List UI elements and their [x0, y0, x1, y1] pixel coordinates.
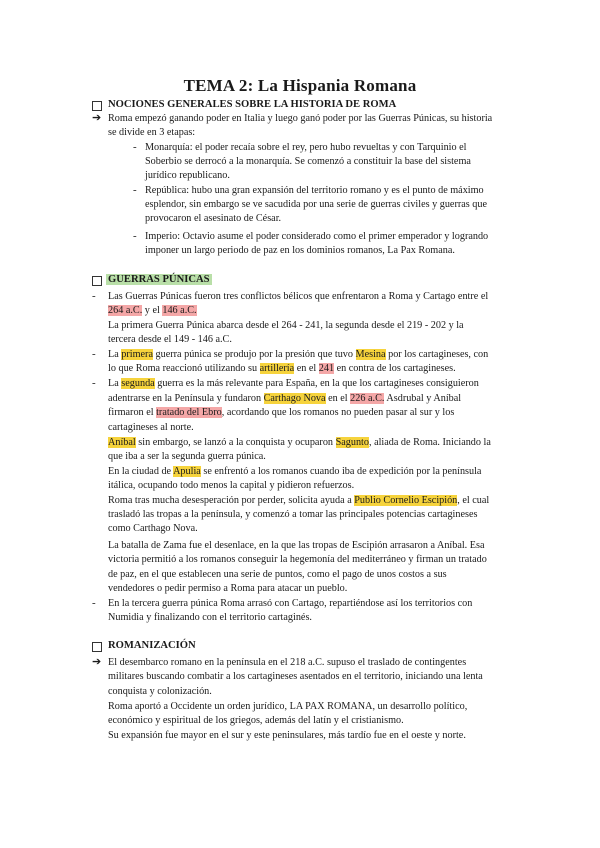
- text-line: Roma aportó a Occidente un orden jurídico, LA PAX ROMANA, un desarrollo político,: [108, 701, 468, 712]
- text-line: La primera Guerra Púnica abarca desde el 264 - 241, la segunda desde el 219 - 202 y la: [108, 320, 464, 331]
- text-line: lo que Roma reaccionó utilizando su artillería en el 241 en contra de los cartagineses.: [108, 363, 456, 374]
- text-line: económico y espiritual de los griegos, además del latín y el cristianismo.: [108, 715, 404, 726]
- text-line: Numidia y finalizando con el territorio cartaginés.: [108, 612, 312, 623]
- text-line: Roma tras mucha desesperación por perder, solicita ayuda a Publio Cornelio Escipión, el cual: [108, 495, 490, 506]
- text-line: firmaron el tratado del Ebro, acordando que los romanos no pueden pasar al sur y los: [108, 407, 455, 418]
- date-highlight: 226 a.C.: [350, 393, 385, 404]
- section-heading-nociones: NOCIONES GENERALES SOBRE LA HISTORIA DE ROMA: [108, 99, 397, 110]
- text-line: El desembarco romano en la península en el 218 a.C. supuso el traslado de contingentes: [108, 657, 467, 668]
- text-line: vendedores o pedir permiso a Roma para atacar un pueblo.: [108, 583, 348, 594]
- text-line: militares buscando combatir a los cartagineses asentados en el territorio, iniciando una lenta: [108, 671, 483, 682]
- text-line: que iba a ser la segunda guerra púnica.: [108, 451, 266, 462]
- text-line: La primera guerra púnica se produjo por la presión que tuvo Mesina por los cartagineses, con: [108, 349, 489, 360]
- text-line: esplendor, sin embargo se ve sacudida por una serie de guerras civiles y guerras que: [145, 199, 487, 210]
- keyword-highlight: Publio Cornelio Escipión: [354, 495, 458, 506]
- dash-bullet: -: [92, 377, 96, 389]
- text-line: jurídico republicano.: [145, 170, 230, 181]
- text-line: República: hubo una gran expansión del territorio romano y es el punto de máximo: [145, 185, 484, 196]
- text-line: En la tercera guerra púnica Roma arrasó con Cartago, repartiéndose así los territorios con: [108, 598, 473, 609]
- date-highlight: 241: [318, 363, 335, 374]
- keyword-highlight: tratado del Ebro: [156, 407, 222, 418]
- text-line: tercera desde el 149 - 146 a.C.: [108, 334, 232, 345]
- date-highlight: 264 a.C.: [108, 305, 143, 316]
- text-line: Roma empezó ganando poder en Italia y luego ganó poder por las Guerras Púnicas, su historia: [108, 113, 493, 124]
- keyword-highlight: Carthago Nova: [263, 393, 326, 404]
- text-line: Soberbio se derrocó a la monarquía. Se comenzó a constituir la base del sistema: [145, 156, 471, 167]
- text-line: En la ciudad de Apulia se enfrentó a los romanos cuando iba de expedición por la península: [108, 466, 482, 477]
- arrow-bullet: ➔: [92, 656, 102, 668]
- text-line: Su expansión fue mayor en el sur y este peninsulares, más tardío fue en el oeste y norte.: [108, 730, 466, 741]
- arrow-bullet: ➔: [92, 112, 102, 124]
- text-line: victoria permitió a los romanos conseguir la hegemonía del mediterráneo y firman un tratado: [108, 554, 487, 565]
- section-heading-romanizacion: ROMANIZACIÓN: [108, 640, 196, 651]
- text-line: Aníbal sin embargo, se lanzó a la conquista y ocuparon Sagunto, aliada de Roma. Iniciando la: [108, 437, 491, 448]
- text-line: imponer un largo periodo de paz en los dominios romanos, La Pax Romana.: [145, 245, 455, 256]
- dash-bullet: -: [92, 290, 96, 302]
- page-title: TEMA 2: La Hispania Romana: [183, 76, 417, 95]
- text-line: cartagineses al norte.: [108, 422, 194, 433]
- text-line: Las Guerras Púnicas fueron tres conflictos bélicos que enfrentaron a Roma y Cartago entre el: [108, 291, 489, 302]
- keyword-highlight: artillería: [259, 363, 295, 374]
- text-line: provocaron el asesinato de César.: [145, 213, 282, 224]
- dash-bullet: -: [133, 141, 137, 153]
- section-checkbox[interactable]: [92, 276, 102, 286]
- keyword-highlight: Mesina: [355, 349, 386, 360]
- keyword-highlight: Sagunto: [335, 437, 369, 448]
- dash-bullet: -: [133, 184, 137, 196]
- text-line: 264 a.C. y el 146 a.C.: [108, 305, 197, 316]
- text-line: trasladó las tropas a la península, y comenzó a tomar las principales potencias cartagineses: [108, 509, 478, 520]
- text-line: conquista y colonización.: [108, 686, 212, 697]
- section-heading-guerras: GUERRAS PÚNICAS: [108, 274, 210, 285]
- text-line: La batalla de Zama fue el desenlace, en la que las tropas de Escipión arrasaron a Aníbal. Esa: [108, 540, 485, 551]
- text-line: itálica, ocupando todo menos la capital y pidieron refuerzos.: [108, 480, 355, 491]
- text-line: se divide en 3 etapas:: [108, 127, 196, 138]
- keyword-highlight: Aníbal: [108, 437, 136, 448]
- text-line: Imperio: Octavio asume el poder considerado como el primer emperador y logrando: [145, 231, 489, 242]
- section-checkbox[interactable]: [92, 642, 102, 652]
- keyword-highlight: primera: [121, 349, 153, 360]
- text-line: de paz, en el que establecen una serie de puntos, como el pago de unos costos a sus: [108, 569, 447, 580]
- keyword-highlight: segunda: [121, 378, 155, 389]
- keyword-highlight: Apulia: [173, 466, 201, 477]
- section-checkbox[interactable]: [92, 101, 102, 111]
- text-line: La segunda guerra es la más relevante para España, en la que los cartagineses consiguieron: [108, 378, 479, 389]
- dash-bullet: -: [92, 348, 96, 360]
- text-line: adentrarse en la Península y fundaron Carthago Nova en el 226 a.C. Asdrubal y Aníbal: [108, 393, 462, 404]
- text-line: Monarquía: el poder recaía sobre el rey, pero hubo revueltas y con Tarquinio el: [145, 142, 467, 153]
- text-line: como Carthago Nova.: [108, 523, 198, 534]
- dash-bullet: -: [92, 597, 96, 609]
- dash-bullet: -: [133, 230, 137, 242]
- date-highlight: 146 a.C.: [162, 305, 197, 316]
